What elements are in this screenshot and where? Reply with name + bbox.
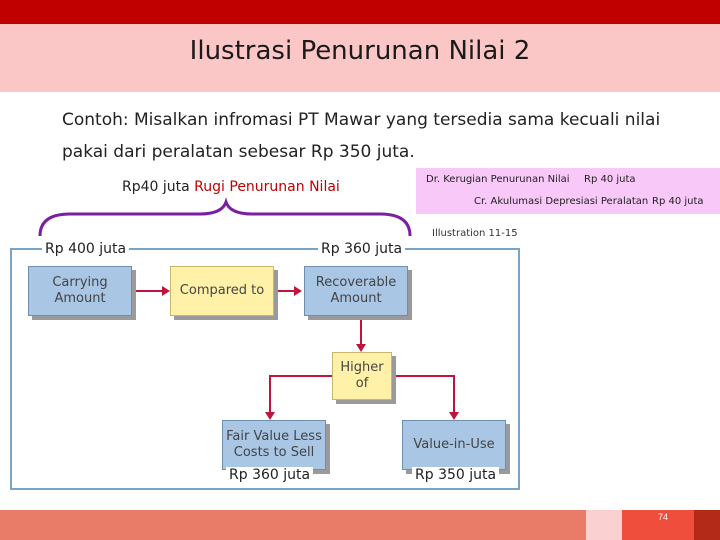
journal-debit-amount: Rp 40 juta: [584, 174, 636, 185]
intro-paragraph: Contoh: Misalkan infromasi PT Mawar yang tersedia sama kecuali nilai pakai dari peralatan sebesar Rp 350 juta.: [62, 110, 661, 162]
illustration-label: Illustration 11-15: [432, 228, 518, 239]
recoverable-amount-box: Recoverable Amount: [304, 266, 408, 316]
label-value-in-use: Rp 350 juta: [412, 467, 499, 483]
value-in-use-box: Value-in-Use: [402, 420, 506, 470]
journal-credit-amount: Rp 40 juta: [652, 196, 704, 207]
compared-to-box: Compared to: [170, 266, 274, 316]
journal-debit-account: Dr. Kerugian Penurunan Nilai: [426, 174, 570, 185]
higher-of-box: Higher of: [332, 352, 392, 400]
page-number: 74: [658, 512, 669, 522]
curly-brace: [40, 202, 410, 236]
label-fair-value: Rp 360 juta: [226, 467, 313, 483]
carrying-amount-box: Carrying Amount: [28, 266, 132, 316]
slide-title: Ilustrasi Penurunan Nilai 2: [189, 36, 531, 66]
footer-block-light: [586, 510, 622, 540]
journal-credit-account: Cr. Akulumasi Depresiasi Peralatan: [474, 196, 649, 207]
label-recoverable-amount: Rp 360 juta: [318, 241, 405, 257]
footer-block-dark: [694, 510, 720, 540]
loss-amount: Rp40 juta: [122, 179, 195, 195]
fair-value-box: Fair Value Less Costs to Sell: [222, 420, 326, 470]
label-carrying-amount: Rp 400 juta: [42, 241, 129, 257]
loss-text: Rugi Penurunan Nilai: [194, 179, 340, 195]
